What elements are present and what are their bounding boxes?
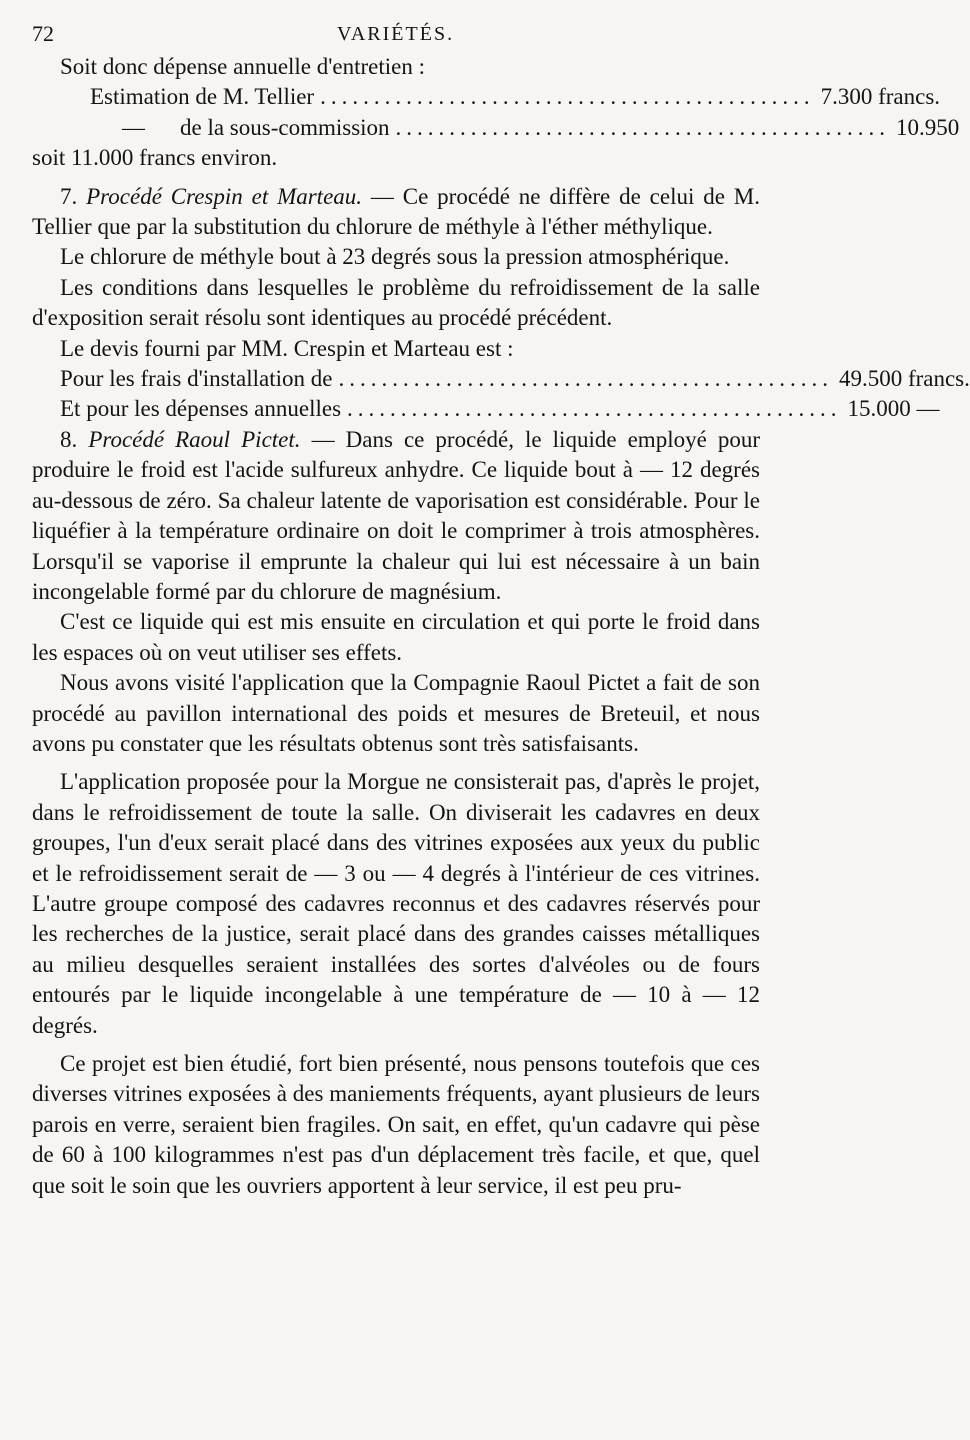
devis-amount: 49.500 francs. (838, 366, 970, 392)
paragraph: Les conditions dans lesquelles le problème du refroidissement de la salle d'exposition serait résolu sont identiques au procédé précédent. (32, 274, 760, 331)
estimate-row (32, 113, 960, 143)
running-head: VARIÉTÉS. (337, 23, 455, 45)
devis-row (32, 364, 970, 394)
section-number: 7. (60, 183, 78, 209)
devis-label: Et pour les dépenses annuelles (60, 396, 342, 422)
dot-leader: .............................................. (347, 396, 842, 422)
section-text: — Ce procédé ne diffère de celui de M. Tellier que par la substitution du chlorure de méthyle à l'éther méthylique. (32, 183, 761, 240)
ditto-dash: — (122, 114, 145, 140)
estimate-label: Estimation de M. Tellier (90, 84, 315, 110)
paragraph: Nous avons visité l'application que la Compagnie Raoul Pictet a fait de son procédé au pavillon international des poids et mesures de Breteuil, et nous avons pu constater que les résultats obtenus sont très satisfaisants. (32, 670, 760, 756)
paragraph: Le devis fourni par MM. Crespin et Marteau est : (60, 335, 514, 361)
estimate-amount: 10.950 (896, 114, 960, 140)
estimate-row (32, 82, 941, 112)
section-title: Procédé Raoul Pictet. (88, 426, 301, 452)
page-body (32, 52, 970, 1201)
dot-leader: .............................................. (320, 84, 815, 110)
devis-label: Pour les frais d'installation de (60, 366, 333, 392)
paragraph: Le chlorure de méthyle bout à 23 degrés sous la pression atmosphérique. (60, 244, 730, 270)
section-number: 8. (60, 426, 78, 452)
page-header (32, 16, 760, 52)
dot-leader: .............................................. (338, 366, 833, 392)
devis-row (32, 394, 940, 424)
section-title: Procédé Crespin et Marteau. (86, 183, 363, 209)
section-8 (32, 425, 760, 607)
section-text: — Dans ce procédé, le liquide employé pour produire le froid est l'acide sulfureux anhydre. Ce liquide bout à — 12 degrés au-dessous de zéro. Sa chaleur latente de vaporisation est considérable. Pour le liquéfier à la température ordinaire on doit le comprimer à trois atmosphères. Lorsqu'il se vaporise il emprunte la chaleur qui lui est nécessaire à un bain incongelable formé par du chlorure de magnésium. (32, 426, 761, 604)
estimate-amount: 7.300 francs. (820, 84, 941, 110)
paragraph: C'est ce liquide qui est mis ensuite en circulation et qui porte le froid dans les espaces où on veut utiliser ses effets. (32, 609, 760, 665)
section-7 (32, 182, 760, 243)
paragraph: Soit donc dépense annuelle d'entretien : (60, 54, 426, 79)
devis-amount: 15.000 — (847, 396, 940, 422)
paragraph: L'application proposée pour la Morgue ne consisterait pas, d'après le projet, dans le refroidissement de toute la salle. On diviserait les cadavres en deux groupes, l'un d'eux serait placé dans des vitrines exposées aux yeux du public et le refroidissement serait de — 3 ou — 4 degrés à l'intérieur de ces vitrines. L'autre groupe composé des cadavres reconnus et des cadavres réservés pour les recherches de la justice, serait placé dans des grandes caisses métalliques au milieu desquelles seraient installées des sortes d'alvéoles ou de fours entourés par le liquide incongelable à une température de — 10 à — 12 degrés. (32, 769, 760, 1038)
page-number: 72 (32, 21, 54, 46)
estimate-label: de la sous-commission (180, 114, 390, 140)
paragraph: Ce projet est bien étudié, fort bien présenté, nous pensons toutefois que ces diverses vitrines exposées à des maniements fréquents, ayant plusieurs de leurs parois en verre, seraient bien fragiles. On sait, en effet, qu'un cadavre qui pèse de 60 à 100 kilogrammes n'est pas d'un déplacement très facile, et que, quel que soit le soin que les ouvriers apportent à leur service, il est peu pru- (32, 1051, 760, 1198)
dot-leader: .............................................. (395, 114, 891, 140)
paragraph: soit 11.000 francs environ. (32, 145, 278, 171)
